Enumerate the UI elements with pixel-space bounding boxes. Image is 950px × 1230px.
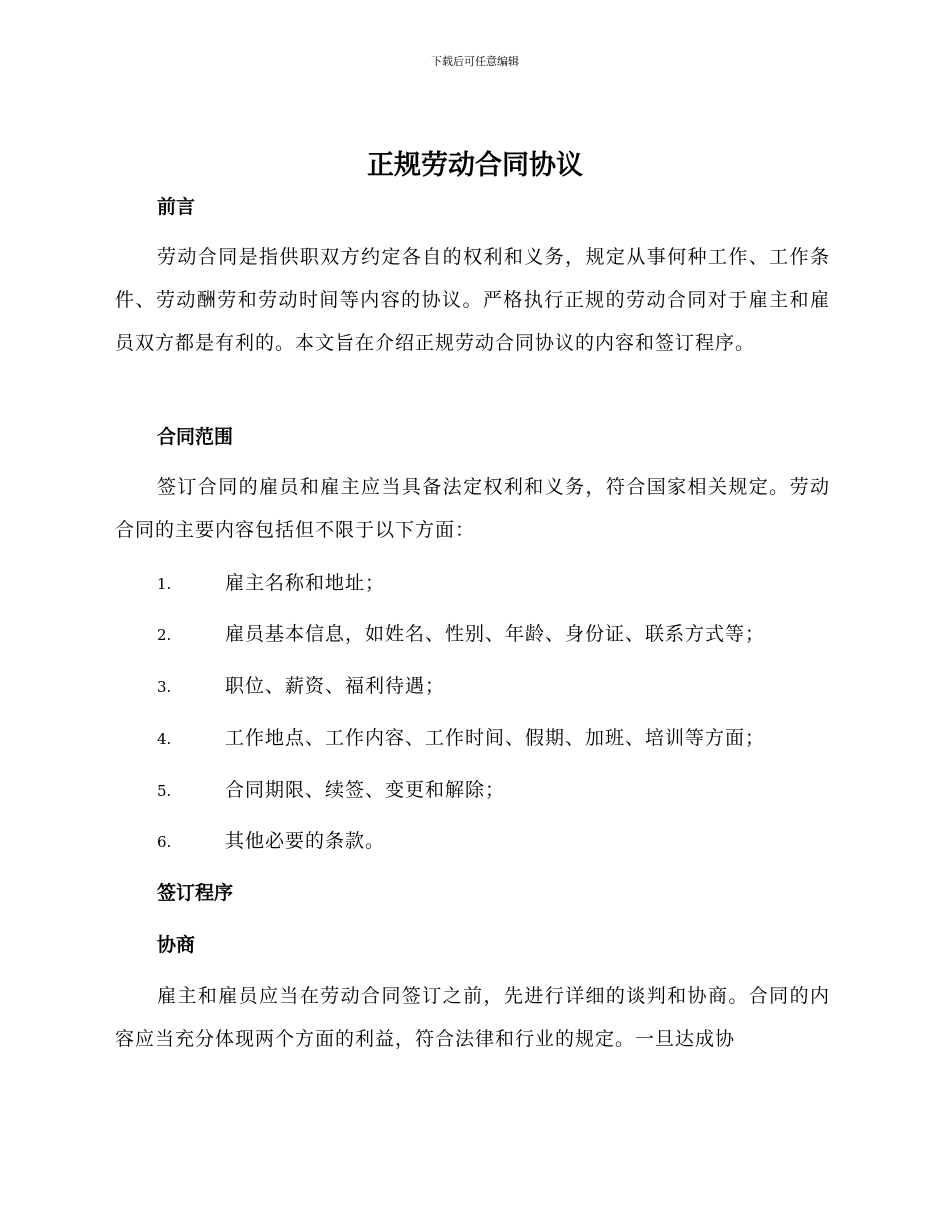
list-item-text: 工作地点、工作内容、工作时间、假期、加班、培训等方面； [225,727,766,749]
document-title: 正规劳动合同协议 [367,150,583,181]
list-item-number: 1. [157,575,172,593]
list-item-text: 雇主名称和地址； [225,572,386,594]
section-heading-procedure: 签订程序 [157,882,234,904]
list-item-text: 雇员基本信息，如姓名、性别、年龄、身份证、联系方式等； [225,623,766,645]
list-item [157,674,445,699]
section-heading-preface: 前言 [157,196,196,218]
list-item-text: 职位、薪资、福利待遇； [225,675,446,697]
list-item [157,726,765,751]
list-item-text: 合同期限、续签、变更和解除； [225,779,506,801]
list-item [157,571,385,596]
list-item [157,829,385,854]
list-item-number: 2. [157,626,172,644]
scope-paragraph: 签订合同的雇员和雇主应当具备法定权利和义务，符合国家相关规定。劳动合同的主要内容包括但不限于以下方面： [115,476,830,541]
section-heading-scope: 合同范围 [157,426,234,448]
list-item-text: 其他必要的条款。 [225,830,386,852]
list-item-number: 4. [157,730,172,748]
negotiation-paragraph: 雇主和雇员应当在劳动合同签订之前，先进行详细的谈判和协商。合同的内容应当充分体现两个方面的利益，符合法律和行业的规定。一旦达成协 [115,985,830,1050]
list-item [157,778,505,803]
preface-paragraph: 劳动合同是指供职双方约定各自的权利和义务，规定从事何种工作、工作条件、劳动酬劳和劳动时间等内容的协议。严格执行正规的劳动合同对于雇主和雇员双方都是有利的。本文旨在介绍正规劳动合同协议的内容和签订程序。 [115,246,830,354]
list-item-number: 5. [157,782,172,800]
sub-heading-negotiation: 协商 [157,934,196,956]
list-item-number: 6. [157,833,172,851]
list-item-number: 3. [157,678,172,696]
page-header-note: 下载后可任意编辑 [431,55,519,68]
list-item [157,622,765,647]
